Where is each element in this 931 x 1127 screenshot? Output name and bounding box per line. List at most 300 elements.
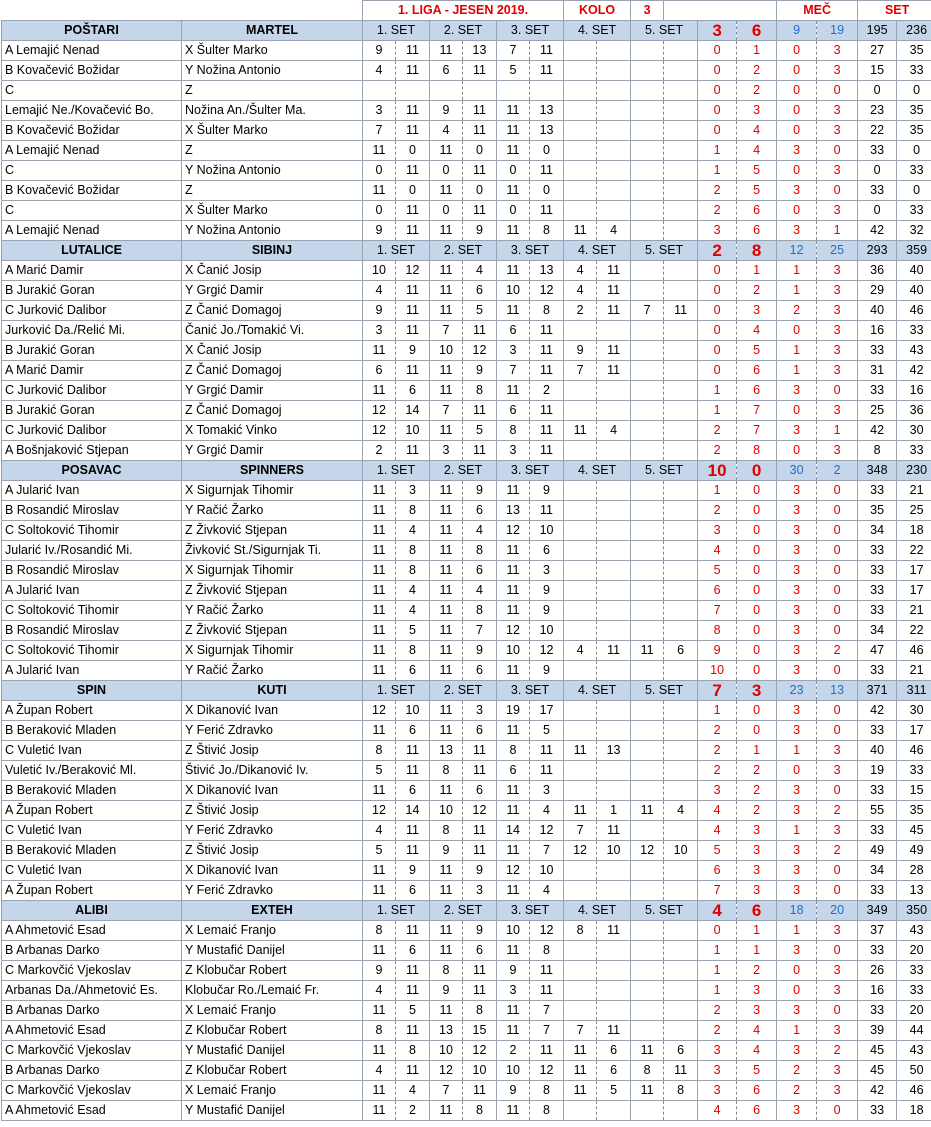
running-match-home: 8 xyxy=(698,621,737,641)
set-score-away: 11 xyxy=(463,61,497,81)
set-score-away: 11 xyxy=(396,101,430,121)
running-match-away: 2 xyxy=(737,961,777,981)
away-player: Y Ferić Zdravko xyxy=(182,821,363,841)
set-score-away: 12 xyxy=(463,341,497,361)
set-score-home: 7 xyxy=(497,41,530,61)
set-score-away xyxy=(664,181,698,201)
set-score-away xyxy=(664,341,698,361)
set-score-away xyxy=(664,821,698,841)
set-score-away: 11 xyxy=(396,161,430,181)
sets-won-away: 3 xyxy=(817,261,858,281)
running-match-away: 1 xyxy=(737,41,777,61)
away-player: Z Živković Stjepan xyxy=(182,621,363,641)
home-player: A Ahmetović Esad xyxy=(2,921,182,941)
set-score-away: 11 xyxy=(597,301,631,321)
set-score-home: 11 xyxy=(363,1001,396,1021)
running-match-away: 0 xyxy=(737,581,777,601)
sets-won-away: 3 xyxy=(817,61,858,81)
set-score-home xyxy=(564,1101,597,1121)
set-label: SET xyxy=(858,1,931,21)
set-score-home: 11 xyxy=(430,141,463,161)
set-score-away: 11 xyxy=(396,301,430,321)
table-row xyxy=(2,521,931,541)
set-score-home: 11 xyxy=(363,561,396,581)
match-score-home: 4 xyxy=(698,901,737,921)
set-score-away: 9 xyxy=(463,481,497,501)
running-match-away: 6 xyxy=(737,361,777,381)
home-player: A Župan Robert xyxy=(2,701,182,721)
running-match-away: 0 xyxy=(737,701,777,721)
set-score-home: 9 xyxy=(564,341,597,361)
running-match-away: 4 xyxy=(737,1021,777,1041)
set-score-home: 11 xyxy=(430,361,463,381)
away-player: Z Klobučar Robert xyxy=(182,1061,363,1081)
set-score-home: 11 xyxy=(430,181,463,201)
sets-won-home: 3 xyxy=(777,861,817,881)
match-header-row xyxy=(2,681,931,701)
set-score-away: 8 xyxy=(463,381,497,401)
set-score-away: 6 xyxy=(597,1041,631,1061)
set-score-away: 8 xyxy=(396,501,430,521)
away-player: Z Čanić Domagoj xyxy=(182,301,363,321)
set-score-home: 11 xyxy=(430,581,463,601)
set-score-away: 4 xyxy=(396,581,430,601)
running-match-home: 5 xyxy=(698,561,737,581)
running-match-home: 0 xyxy=(698,41,737,61)
set-column-header: 2. SET xyxy=(430,241,497,261)
set-score-home: 7 xyxy=(430,401,463,421)
sets-won-away: 2 xyxy=(817,641,858,661)
table-row xyxy=(2,801,931,821)
set-score-away: 8 xyxy=(664,1081,698,1101)
set-score-away xyxy=(664,121,698,141)
set-score-home: 11 xyxy=(430,481,463,501)
points-home: 16 xyxy=(858,981,897,1001)
set-score-away: 7 xyxy=(530,1021,564,1041)
sets-won-away: 3 xyxy=(817,281,858,301)
set-score-home: 4 xyxy=(363,1061,396,1081)
set-score-home xyxy=(631,941,664,961)
set-score-away xyxy=(664,321,698,341)
running-match-home: 4 xyxy=(698,541,737,561)
set-score-home: 0 xyxy=(497,161,530,181)
table-row xyxy=(2,361,931,381)
sets-won-away: 0 xyxy=(817,661,858,681)
sets-won-home: 3 xyxy=(777,581,817,601)
sets-won-home: 0 xyxy=(777,441,817,461)
set-score-home xyxy=(631,921,664,941)
set-score-home xyxy=(631,741,664,761)
set-score-away: 7 xyxy=(530,841,564,861)
sets-won-home: 3 xyxy=(777,601,817,621)
set-score-home: 11 xyxy=(497,881,530,901)
table-row xyxy=(2,1101,931,1121)
home-player: A Jularić Ivan xyxy=(2,661,182,681)
set-score-away: 9 xyxy=(396,861,430,881)
set-score-home xyxy=(631,261,664,281)
points-total-home: 348 xyxy=(858,461,897,481)
set-score-away: 17 xyxy=(530,701,564,721)
set-score-away: 12 xyxy=(530,921,564,941)
set-score-home: 7 xyxy=(363,121,396,141)
set-score-away: 5 xyxy=(463,421,497,441)
points-away: 18 xyxy=(897,1101,931,1121)
set-score-away xyxy=(597,441,631,461)
set-score-home: 11 xyxy=(497,1101,530,1121)
mec-label: MEČ xyxy=(777,1,858,21)
sets-won-home: 1 xyxy=(777,281,817,301)
running-match-home: 0 xyxy=(698,101,737,121)
set-total-away: 25 xyxy=(817,241,858,261)
points-home: 47 xyxy=(858,641,897,661)
running-match-home: 3 xyxy=(698,521,737,541)
set-score-home: 11 xyxy=(430,701,463,721)
home-player: C xyxy=(2,81,182,101)
points-away: 33 xyxy=(897,321,931,341)
set-score-home xyxy=(631,881,664,901)
running-match-home: 1 xyxy=(698,401,737,421)
set-score-away xyxy=(664,761,698,781)
set-score-away: 9 xyxy=(463,861,497,881)
set-score-home: 9 xyxy=(497,961,530,981)
set-score-away: 9 xyxy=(396,341,430,361)
sets-won-home: 3 xyxy=(777,801,817,821)
points-home: 37 xyxy=(858,921,897,941)
running-match-away: 2 xyxy=(737,761,777,781)
points-away: 0 xyxy=(897,141,931,161)
table-row xyxy=(2,941,931,961)
sets-won-away: 1 xyxy=(817,221,858,241)
set-score-away: 11 xyxy=(463,1081,497,1101)
points-home: 33 xyxy=(858,341,897,361)
sets-won-away: 0 xyxy=(817,381,858,401)
points-home: 33 xyxy=(858,601,897,621)
running-match-home: 2 xyxy=(698,501,737,521)
running-match-away: 4 xyxy=(737,141,777,161)
set-score-away: 13 xyxy=(530,121,564,141)
set-score-away: 11 xyxy=(530,981,564,1001)
set-score-home xyxy=(564,1001,597,1021)
set-column-header: 4. SET xyxy=(564,461,631,481)
points-total-away: 230 xyxy=(897,461,931,481)
away-player: Z xyxy=(182,81,363,101)
set-score-home: 12 xyxy=(497,521,530,541)
away-player: Z Klobučar Robert xyxy=(182,1021,363,1041)
running-match-home: 1 xyxy=(698,141,737,161)
sets-won-away: 0 xyxy=(817,701,858,721)
set-score-home: 9 xyxy=(363,961,396,981)
set-score-away xyxy=(597,961,631,981)
set-score-away xyxy=(664,261,698,281)
away-player: Y Mustafić Danijel xyxy=(182,941,363,961)
set-score-away xyxy=(664,221,698,241)
set-score-home: 0 xyxy=(363,161,396,181)
points-home: 33 xyxy=(858,541,897,561)
set-score-away xyxy=(597,781,631,801)
set-score-away xyxy=(597,501,631,521)
home-player: C Soltoković Tihomir xyxy=(2,601,182,621)
home-player: C Jurković Dalibor xyxy=(2,301,182,321)
sets-won-away: 0 xyxy=(817,881,858,901)
running-match-away: 4 xyxy=(737,1041,777,1061)
set-score-home: 11 xyxy=(363,1101,396,1121)
running-match-away: 5 xyxy=(737,341,777,361)
points-away: 17 xyxy=(897,581,931,601)
points-total-away: 236 xyxy=(897,21,931,41)
away-player: X Šulter Marko xyxy=(182,41,363,61)
running-match-home: 5 xyxy=(698,841,737,861)
top-blank-2 xyxy=(664,1,777,21)
running-match-away: 8 xyxy=(737,441,777,461)
points-away: 35 xyxy=(897,801,931,821)
points-home: 25 xyxy=(858,401,897,421)
set-score-home: 5 xyxy=(363,761,396,781)
set-score-away: 6 xyxy=(463,721,497,741)
points-home: 42 xyxy=(858,221,897,241)
sets-won-away: 3 xyxy=(817,1061,858,1081)
set-score-away: 11 xyxy=(530,321,564,341)
set-score-away: 11 xyxy=(597,921,631,941)
table-row xyxy=(2,261,931,281)
set-score-home xyxy=(631,41,664,61)
points-home: 42 xyxy=(858,421,897,441)
sets-won-away: 2 xyxy=(817,1041,858,1061)
sets-won-away: 3 xyxy=(817,301,858,321)
set-score-away xyxy=(664,421,698,441)
table-row xyxy=(2,101,931,121)
set-score-away: 10 xyxy=(530,521,564,541)
set-total-home: 9 xyxy=(777,21,817,41)
running-match-home: 4 xyxy=(698,1101,737,1121)
set-score-home: 11 xyxy=(363,601,396,621)
set-column-header: 3. SET xyxy=(497,241,564,261)
set-score-away: 11 xyxy=(597,281,631,301)
set-score-away: 9 xyxy=(463,641,497,661)
set-score-away xyxy=(597,1101,631,1121)
set-score-away xyxy=(664,381,698,401)
points-away: 0 xyxy=(897,181,931,201)
set-score-away: 11 xyxy=(530,761,564,781)
set-score-away: 11 xyxy=(530,1041,564,1061)
set-score-away: 0 xyxy=(396,141,430,161)
home-player: Lemajić Ne./Kovačević Bo. xyxy=(2,101,182,121)
away-player: X Lemaić Franjo xyxy=(182,1081,363,1101)
sets-won-home: 3 xyxy=(777,721,817,741)
set-score-away xyxy=(530,81,564,101)
set-score-away: 11 xyxy=(396,981,430,1001)
points-home: 33 xyxy=(858,581,897,601)
sets-won-away: 0 xyxy=(817,521,858,541)
set-column-header: 5. SET xyxy=(631,21,698,41)
set-score-away: 11 xyxy=(463,761,497,781)
running-match-away: 3 xyxy=(737,101,777,121)
set-column-header: 2. SET xyxy=(430,681,497,701)
set-score-away: 11 xyxy=(463,401,497,421)
points-away: 35 xyxy=(897,121,931,141)
set-score-home: 11 xyxy=(497,481,530,501)
sets-won-home: 3 xyxy=(777,621,817,641)
set-score-home: 11 xyxy=(564,1061,597,1081)
set-score-away xyxy=(664,201,698,221)
set-score-home xyxy=(564,521,597,541)
home-player: A Ahmetović Esad xyxy=(2,1021,182,1041)
home-player: A Lemajić Nenad xyxy=(2,141,182,161)
points-home: 8 xyxy=(858,441,897,461)
running-match-home: 0 xyxy=(698,61,737,81)
table-row xyxy=(2,1001,931,1021)
running-match-home: 9 xyxy=(698,641,737,661)
set-score-away: 11 xyxy=(664,301,698,321)
sets-won-home: 3 xyxy=(777,841,817,861)
sets-won-away: 0 xyxy=(817,81,858,101)
set-score-home: 11 xyxy=(631,1041,664,1061)
table-row xyxy=(2,1081,931,1101)
sets-won-home: 0 xyxy=(777,761,817,781)
set-score-away: 8 xyxy=(463,1101,497,1121)
set-score-home: 10 xyxy=(497,1061,530,1081)
home-player: B Kovačević Božidar xyxy=(2,121,182,141)
away-player: Y Nožina Antonio xyxy=(182,221,363,241)
away-player: Y Račić Žarko xyxy=(182,601,363,621)
set-score-away xyxy=(396,81,430,101)
set-score-away xyxy=(597,601,631,621)
home-team-name: SPIN xyxy=(2,681,182,701)
set-score-away: 11 xyxy=(597,821,631,841)
set-score-away: 11 xyxy=(463,821,497,841)
points-total-home: 195 xyxy=(858,21,897,41)
points-home: 40 xyxy=(858,301,897,321)
set-score-home xyxy=(631,221,664,241)
sets-won-away: 1 xyxy=(817,421,858,441)
set-score-away xyxy=(597,761,631,781)
set-score-away: 5 xyxy=(597,1081,631,1101)
set-score-away: 11 xyxy=(463,161,497,181)
points-away: 32 xyxy=(897,221,931,241)
table-row xyxy=(2,341,931,361)
home-player: A Župan Robert xyxy=(2,881,182,901)
set-score-away xyxy=(664,881,698,901)
set-score-home: 6 xyxy=(497,401,530,421)
set-score-home: 6 xyxy=(363,361,396,381)
set-score-away: 4 xyxy=(396,1081,430,1101)
set-column-header: 2. SET xyxy=(430,461,497,481)
running-match-home: 2 xyxy=(698,421,737,441)
away-player: X Čanić Josip xyxy=(182,261,363,281)
set-column-header: 1. SET xyxy=(363,681,430,701)
set-score-away xyxy=(597,161,631,181)
set-score-away: 13 xyxy=(597,741,631,761)
set-score-away xyxy=(664,961,698,981)
league-title: 1. LIGA - JESEN 2019. xyxy=(363,1,564,21)
set-score-home: 11 xyxy=(497,1021,530,1041)
set-score-home xyxy=(631,961,664,981)
home-player: A Jularić Ivan xyxy=(2,581,182,601)
set-score-home: 11 xyxy=(363,541,396,561)
sets-won-away: 0 xyxy=(817,781,858,801)
points-away: 43 xyxy=(897,341,931,361)
table-row xyxy=(2,541,931,561)
set-score-away: 8 xyxy=(530,301,564,321)
points-away: 43 xyxy=(897,921,931,941)
table-row xyxy=(2,1041,931,1061)
set-score-home xyxy=(631,321,664,341)
set-score-home: 12 xyxy=(363,801,396,821)
set-column-header: 1. SET xyxy=(363,461,430,481)
set-score-away xyxy=(664,561,698,581)
set-score-home: 3 xyxy=(363,321,396,341)
top-header-row xyxy=(2,1,931,21)
away-team-name: MARTEL xyxy=(182,21,363,41)
set-score-home: 10 xyxy=(497,921,530,941)
running-match-away: 0 xyxy=(737,721,777,741)
set-score-home: 6 xyxy=(497,321,530,341)
away-player: X Dikanović Ivan xyxy=(182,781,363,801)
sets-won-home: 1 xyxy=(777,741,817,761)
points-away: 0 xyxy=(897,81,931,101)
set-score-home: 11 xyxy=(631,1081,664,1101)
set-score-home: 3 xyxy=(497,341,530,361)
home-player: B Rosandić Miroslav xyxy=(2,621,182,641)
sets-won-home: 0 xyxy=(777,101,817,121)
sets-won-home: 3 xyxy=(777,1001,817,1021)
set-score-home: 11 xyxy=(497,141,530,161)
running-match-away: 0 xyxy=(737,561,777,581)
running-match-home: 1 xyxy=(698,161,737,181)
set-score-home: 11 xyxy=(564,741,597,761)
set-score-home: 11 xyxy=(564,421,597,441)
set-score-home: 3 xyxy=(497,981,530,1001)
running-match-home: 7 xyxy=(698,881,737,901)
points-home: 0 xyxy=(858,81,897,101)
set-score-away: 6 xyxy=(463,941,497,961)
set-score-away: 9 xyxy=(463,361,497,381)
sets-won-away: 2 xyxy=(817,801,858,821)
sets-won-home: 3 xyxy=(777,941,817,961)
running-match-away: 4 xyxy=(737,121,777,141)
sets-won-home: 3 xyxy=(777,561,817,581)
points-away: 16 xyxy=(897,381,931,401)
points-away: 40 xyxy=(897,261,931,281)
set-score-home: 13 xyxy=(430,1021,463,1041)
table-row xyxy=(2,701,931,721)
running-match-away: 6 xyxy=(737,221,777,241)
sets-won-home: 0 xyxy=(777,81,817,101)
set-score-home xyxy=(564,121,597,141)
set-score-home: 11 xyxy=(363,1041,396,1061)
points-home: 40 xyxy=(858,741,897,761)
running-match-away: 5 xyxy=(737,161,777,181)
home-player: B Arbanas Darko xyxy=(2,1061,182,1081)
points-home: 34 xyxy=(858,621,897,641)
set-score-home: 11 xyxy=(430,221,463,241)
sets-won-home: 3 xyxy=(777,501,817,521)
set-score-away: 1 xyxy=(597,801,631,821)
set-score-away: 10 xyxy=(396,701,430,721)
set-column-header: 5. SET xyxy=(631,681,698,701)
points-away: 30 xyxy=(897,701,931,721)
set-score-away xyxy=(664,541,698,561)
set-column-header: 1. SET xyxy=(363,241,430,261)
sets-won-away: 0 xyxy=(817,561,858,581)
set-score-away: 8 xyxy=(463,601,497,621)
set-score-away xyxy=(597,541,631,561)
set-score-home xyxy=(564,401,597,421)
set-score-home: 11 xyxy=(430,861,463,881)
set-score-home: 10 xyxy=(430,1041,463,1061)
set-score-home xyxy=(631,201,664,221)
set-score-away: 11 xyxy=(530,741,564,761)
set-score-home: 4 xyxy=(363,281,396,301)
